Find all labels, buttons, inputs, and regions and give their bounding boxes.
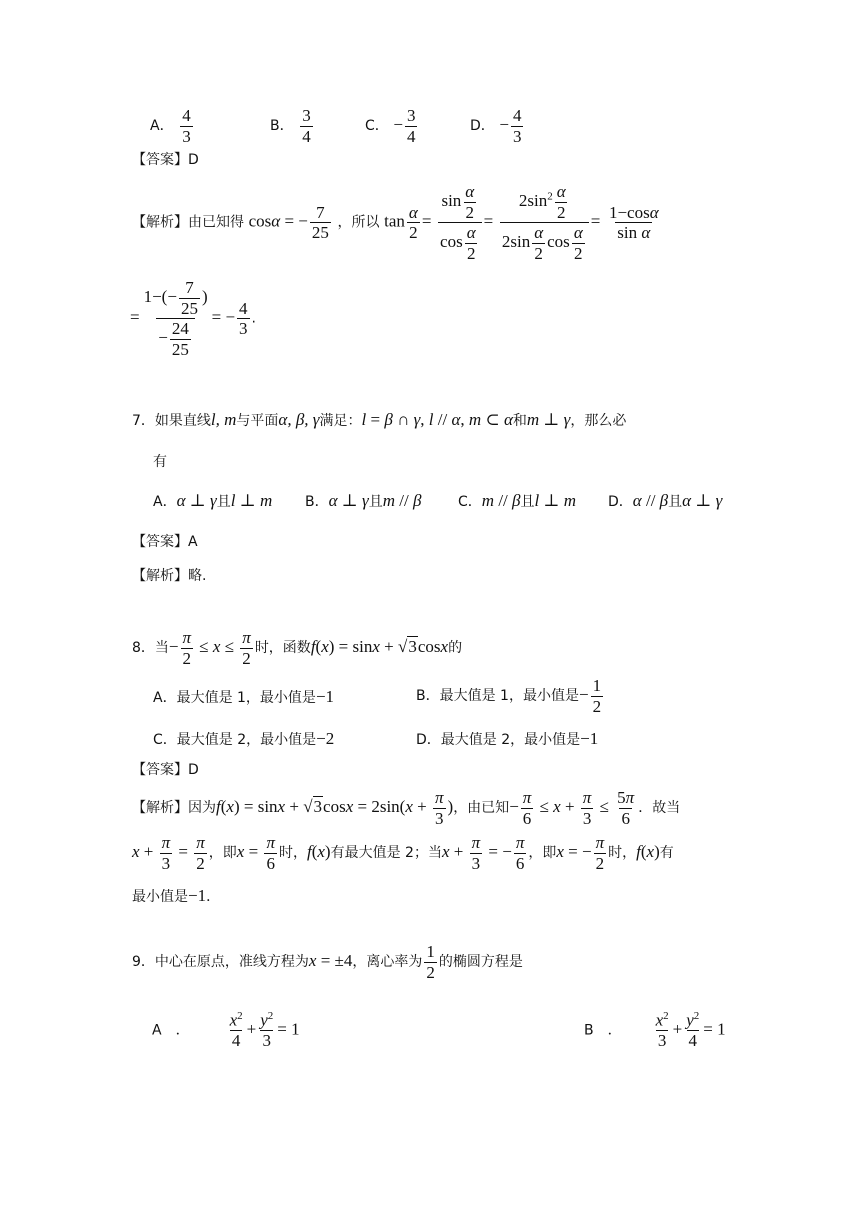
question-number: 9． <box>132 954 155 971</box>
q6-analysis-line2: = 1−(− $\frac{7}{25}$ ) − $\frac{24}{25}$ = − $\frac{4}{3}$ . <box>130 278 256 359</box>
fraction: $\frac{\pi}{6}$ <box>522 788 532 828</box>
answer-tag: 【答案】 <box>132 534 188 550</box>
analysis-text: 因为 <box>188 800 216 817</box>
q9-option-b: B ． $\frac{x^2}{3}$ + $\frac{y^2}{4}$ = 1 <box>584 1010 726 1051</box>
analysis-text: ，即 <box>208 845 237 862</box>
q7-analysis <box>132 568 206 585</box>
stem-text: 满足： <box>319 413 362 429</box>
fraction: $\frac{3}{4}$ <box>302 106 311 146</box>
fraction: $\frac{\pi}{6}$ <box>266 833 275 873</box>
fraction: $\frac{y^2}{3}$ <box>260 1010 274 1051</box>
fraction: $\frac{4}{3}$ <box>239 298 248 339</box>
q8-option-c: C．最大值是 2，最小值是−2 <box>153 729 335 748</box>
stem-text: 与平面 <box>236 413 279 429</box>
option-label: A． <box>153 494 177 510</box>
period: . <box>251 310 256 327</box>
q7-option-a: A．α ⊥ γ且l ⊥ m <box>153 491 273 510</box>
option-label: B． <box>270 118 294 135</box>
q6-answer <box>132 152 199 169</box>
q6-analysis-line1: 【解析】由已知得 cosα = − $\frac{7}{25}$ ，所以 tan $\frac{\alpha}{2}$ = sin $\frac{\alpha}{2}$ cos $\frac{\alpha}{2}$ = $2\sin^2$ $\frac{\alpha}{2}$ 2sin $\frac{\alpha}{2}$ cos $\frac{\alpha}{2}$ = $\frac{1-\cos\alpha}{\text{sin α}}$ <box>132 182 659 263</box>
stem-text: 的椭圆方程是 <box>438 954 523 971</box>
fraction: $\frac{1}{2}$ <box>426 942 435 982</box>
fraction: $\frac{\pi}{2}$ <box>182 628 192 668</box>
question-number: 8． <box>132 640 155 657</box>
fraction: $\frac{\pi}{2}$ <box>595 833 605 873</box>
fraction: $\frac{3}{4}$ <box>406 106 416 146</box>
stem-text: 的 <box>448 640 463 657</box>
option-text: C．最大值是 2，最小值是 <box>153 732 317 748</box>
stem-text: 如果直线 <box>154 413 211 429</box>
analysis-text: ． <box>206 889 221 905</box>
fraction: $\frac{\alpha}{2}$ <box>408 202 418 243</box>
option-label: D． <box>608 494 633 510</box>
option-label: A． <box>150 118 174 135</box>
q8-option-d: D．最大值是 2，最小值是−1 <box>416 729 599 748</box>
and-word: 且 <box>668 494 683 510</box>
q7-answer <box>132 534 198 551</box>
q8-analysis-line1: 【解析】因为f(x) = sinx + √3cosx = 2sin(x + $\frac{\pi}{3}$ )，由已知− $\frac{\pi}{6}$ ≤ x + $\frac{\pi}{3}$ ≤ $\frac{5\pi}{6}$ ．故当 <box>132 788 681 828</box>
fraction: $\frac{5\pi}{6}$ <box>617 788 635 828</box>
analysis-tag: 【解析】 <box>132 800 188 817</box>
answer-value: D <box>188 762 199 778</box>
and-word: 且 <box>216 494 231 510</box>
answer-value: D <box>188 152 199 168</box>
fraction: $\frac{4}{3}$ <box>512 106 522 146</box>
option-label: B． <box>305 494 329 510</box>
fraction: $\frac{\pi}{3}$ <box>582 788 592 828</box>
q8-answer <box>132 762 199 779</box>
fraction: sin $\frac{\alpha}{2}$ cos $\frac{\alpha}{2}$ <box>438 182 482 263</box>
fraction: $\frac{x^2}{3}$ <box>655 1010 669 1051</box>
q9-option-a: A ． $\frac{x^2}{4}$ + $\frac{y^2}{3}$ = 1 <box>152 1010 300 1051</box>
option-label: A ． <box>152 1022 190 1039</box>
option-label: B ． <box>584 1022 622 1039</box>
analysis-text: 有 <box>659 845 674 862</box>
option-label: D． <box>470 118 495 135</box>
q8-analysis-line3: 最小值是−1． <box>132 886 221 905</box>
q7-stem: 7．如果直线l, m与平面α, β, γ满足：l = β ∩ γ, l // α, m ⊂ α和m ⊥ γ，那么必 <box>132 410 627 429</box>
stem-text: ，那么必 <box>570 413 627 429</box>
fraction: $\frac{7}{25}$ <box>311 202 329 243</box>
answer-tag: 【答案】 <box>132 762 188 778</box>
q6-option-b <box>270 106 315 146</box>
option-text: B．最大值是 1，最小值是 <box>416 688 579 705</box>
q7-option-c: C．m // β且l ⊥ m <box>458 491 576 510</box>
question-number: 7． <box>132 413 155 429</box>
analysis-text: 最小值是 <box>132 889 188 905</box>
stem-text: 当 <box>154 640 169 657</box>
q6-option-c: C． − $\frac{3}{4}$ <box>365 106 416 146</box>
option-label: C． <box>365 118 389 135</box>
option-label: C． <box>458 494 482 510</box>
analysis-text: 有最大值是 2；当 <box>330 845 442 862</box>
q7-option-d: D．α // β且α ⊥ γ <box>608 491 723 510</box>
fraction: $\frac{\pi}{2}$ <box>196 833 205 873</box>
analysis-text: 时， <box>278 845 307 862</box>
stem-text: ，离心率为 <box>352 954 423 971</box>
fraction: $\frac{4}{3}$ <box>182 106 191 146</box>
q8-stem: 8．当− $\frac{\pi}{2}$ ≤ x ≤ $\frac{\pi}{2}$ 时，函数f(x) = sinx + √3cosx的 <box>132 628 463 668</box>
q7-stem-cont: 有 <box>153 454 167 470</box>
q8-option-b: B．最大值是 1，最小值是− $\frac{1}{2}$ <box>416 676 602 716</box>
analysis-text: ，由已知 <box>453 800 510 817</box>
fraction: $2\sin^2$ $\frac{\alpha}{2}$ 2sin $\frac{\alpha}{2}$ cos $\frac{\alpha}{2}$ <box>500 182 589 263</box>
q6-option-a <box>150 106 195 146</box>
fraction: $\frac{1-\cos\alpha}{\text{sin α}}$ <box>608 202 659 243</box>
q7-option-b: B．α ⊥ γ且m // β <box>305 491 422 510</box>
fraction: $\frac{x^2}{4}$ <box>229 1010 243 1051</box>
q9-stem: 9．中心在原点，准线方程为x = ±4，离心率为 $\frac{1}{2}$ 的椭圆方程是 <box>132 942 523 982</box>
q8-option-a: A．最大值是 1，最小值是−1 <box>153 687 335 706</box>
answer-tag: 【答案】 <box>132 152 188 168</box>
fraction: $\frac{\pi}{3}$ <box>161 833 171 873</box>
analysis-text: ，即 <box>528 845 557 862</box>
q8-analysis-line2: x + $\frac{\pi}{3}$ = $\frac{\pi}{2}$ ，即x = $\frac{\pi}{6}$ 时，f(x)有最大值是 2；当x + $\frac{\pi}{3}$ = − $\frac{\pi}{6}$ ，即x = − $\frac{\pi}{2}$ 时，f(x)有 <box>132 833 674 873</box>
analysis-text: 略. <box>188 568 207 584</box>
option-text: A．最大值是 1，最小值是 <box>153 690 316 706</box>
fraction: $\frac{\pi}{3}$ <box>434 788 444 828</box>
analysis-text: ．故当 <box>638 800 681 817</box>
fraction: $\frac{\pi}{2}$ <box>242 628 251 668</box>
and-word: 且 <box>368 494 383 510</box>
analysis-text: 时， <box>608 845 637 862</box>
and-word: 且 <box>520 494 535 510</box>
analysis-text: 由已知得 <box>188 214 244 231</box>
fraction: $\frac{y^2}{4}$ <box>686 1010 700 1051</box>
fraction: $\frac{\pi}{6}$ <box>515 833 525 873</box>
fraction: $\frac{\pi}{3}$ <box>471 833 481 873</box>
answer-value: A <box>188 534 198 550</box>
stem-text: 时，函数 <box>254 640 311 657</box>
stem-text: 中心在原点，准线方程为 <box>154 954 309 971</box>
q6-option-d: D． − $\frac{4}{3}$ <box>470 106 522 146</box>
analysis-text: ，所以 <box>337 214 380 231</box>
option-text: D．最大值是 2，最小值是 <box>416 732 581 748</box>
analysis-tag: 【解析】 <box>132 214 188 231</box>
fraction: $\frac{1}{2}$ <box>592 676 602 716</box>
analysis-tag: 【解析】 <box>132 568 188 584</box>
fraction: 1−(− $\frac{7}{25}$ ) − $\frac{24}{25}$ <box>143 278 208 359</box>
stem-text: 和 <box>512 413 527 429</box>
